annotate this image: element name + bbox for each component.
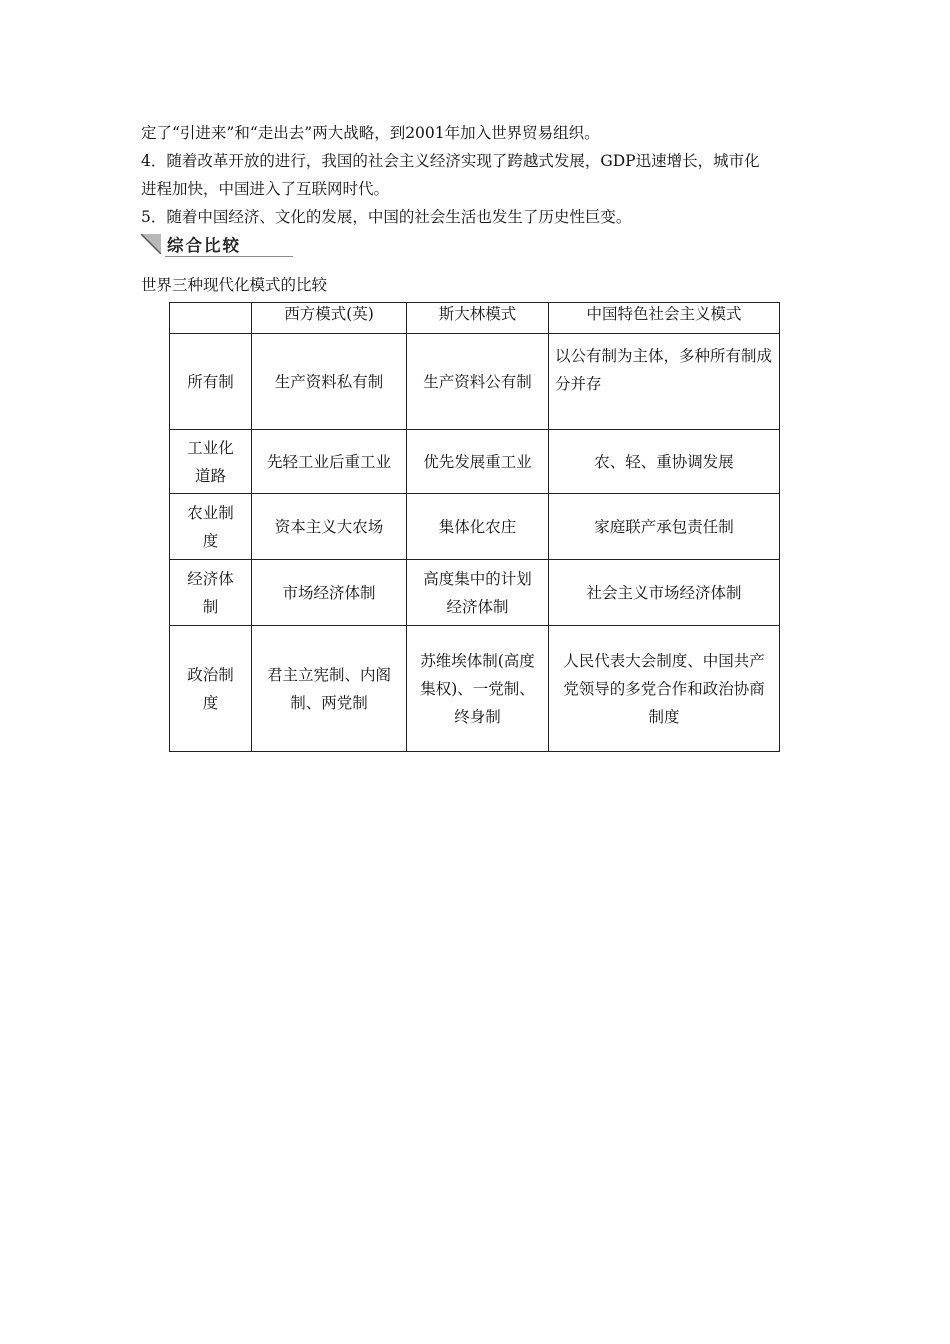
paragraph-line-4: 5．随着中国经济、文化的发展，中国的社会生活也发生了历史性巨变。 (141, 208, 632, 226)
cell-stalin: 苏维埃体制(高度集权)、一党制、终身制 (407, 626, 549, 752)
paragraph-line-3: 进程加快，中国进入了互联网时代。 (141, 180, 390, 198)
cell-western: 君主立宪制、内阁制、两党制 (252, 626, 407, 752)
table-row (170, 334, 780, 430)
table-row (170, 626, 780, 752)
cell-china: 人民代表大会制度、中国共产党领导的多党合作和政治协商制度 (549, 626, 780, 752)
comparison-table (169, 302, 780, 752)
cell-western: 市场经济体制 (252, 560, 407, 626)
cell-china: 社会主义市场经济体制 (549, 560, 780, 626)
cell-china: 农、轻、重协调发展 (549, 430, 780, 494)
table-row (170, 560, 780, 626)
cell-western: 资本主义大农场 (252, 494, 407, 560)
paragraph-line-2: 4．随着改革开放的进行，我国的社会主义经济实现了跨越式发展，GDP迅速增长，城市化 (141, 152, 760, 170)
cell-china: 家庭联产承包责任制 (549, 494, 780, 560)
header-stalin-model: 斯大林模式 (407, 303, 549, 334)
row-label: 经济体制 (170, 560, 252, 626)
cell-western: 先轻工业后重工业 (252, 430, 407, 494)
row-label: 政治制度 (170, 626, 252, 752)
cell-stalin: 优先发展重工业 (407, 430, 549, 494)
triangle-corner-icon (141, 234, 161, 254)
paragraph-line-1: 定了“引进来”和“走出去”两大战略，到2001年加入世界贸易组织。 (141, 124, 600, 142)
row-label: 所有制 (170, 334, 252, 430)
section-header (141, 231, 293, 257)
section-title: 综合比较 (167, 236, 241, 255)
header-china-model: 中国特色社会主义模式 (549, 303, 780, 334)
cell-western: 生产资料私有制 (252, 334, 407, 430)
row-label: 农业制度 (170, 494, 252, 560)
table-caption: 世界三种现代化模式的比较 (141, 276, 328, 294)
cell-stalin: 生产资料公有制 (407, 334, 549, 430)
table-row (170, 430, 780, 494)
table-header-row (170, 303, 780, 334)
header-empty-cell (170, 303, 252, 334)
cell-china: 以公有制为主体，多种所有制成分并存 (549, 334, 780, 430)
row-label: 工业化道路 (170, 430, 252, 494)
header-western-model: 西方模式(英) (252, 303, 407, 334)
section-underline (165, 256, 293, 257)
cell-stalin: 高度集中的计划经济体制 (407, 560, 549, 626)
table-row (170, 494, 780, 560)
cell-stalin: 集体化农庄 (407, 494, 549, 560)
